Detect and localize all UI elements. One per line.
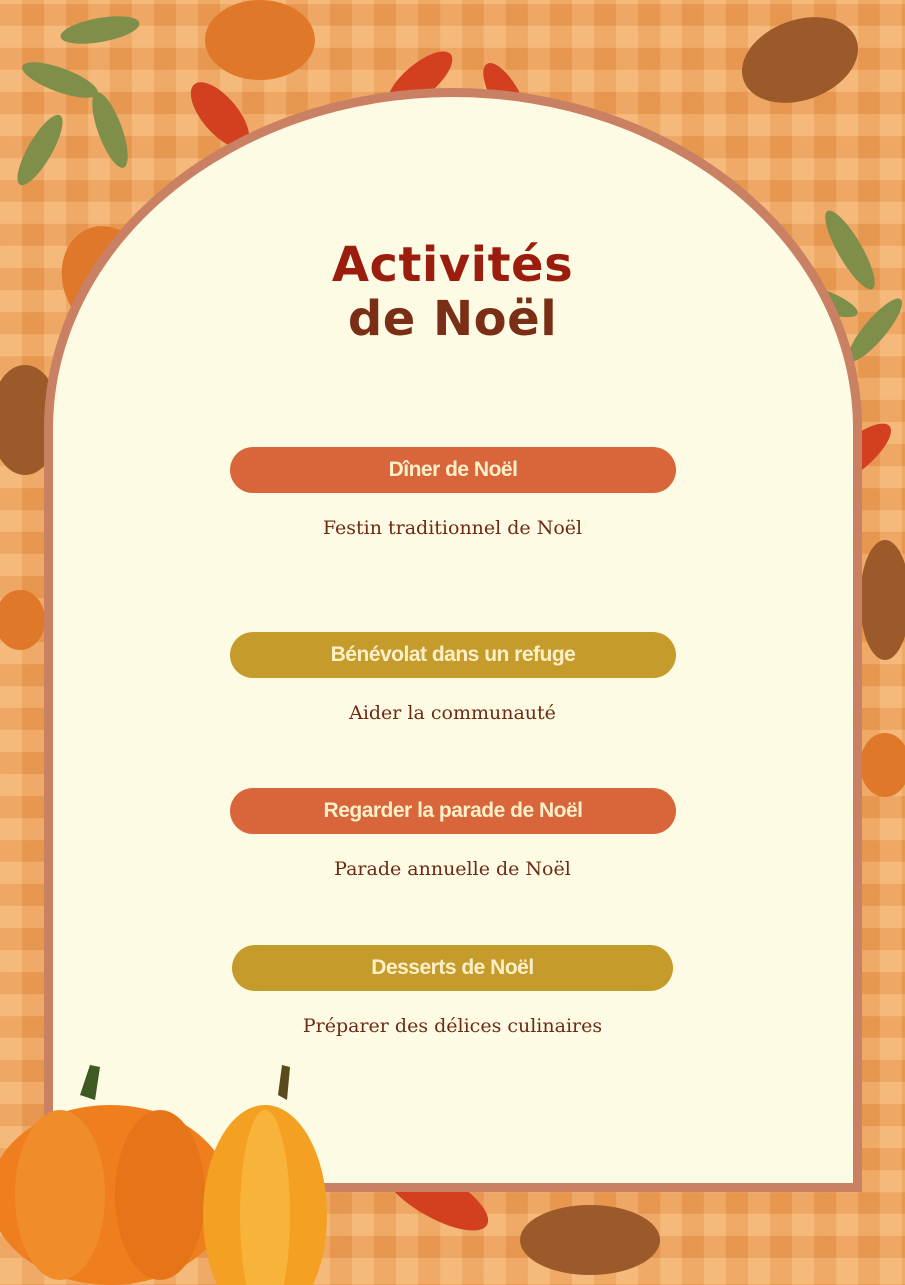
activity-description-benevolat: Aider la communauté — [349, 702, 556, 724]
activity-description-diner: Festin traditionnel de Noël — [322, 517, 583, 539]
title-line-2: de Noël — [347, 291, 558, 347]
activity-label-desserts: Desserts de Noël — [232, 945, 673, 991]
activity-description-desserts: Préparer des délices culinaires — [302, 1015, 603, 1037]
title-line-1: Activités — [331, 237, 574, 293]
pumpkins-illustration — [0, 1055, 340, 1285]
activity-label-parade: Regarder la parade de Noël — [230, 788, 676, 834]
activity-label-diner: Dîner de Noël — [230, 447, 676, 493]
activity-label-benevolat: Bénévolat dans un refuge — [230, 632, 676, 678]
activity-description-parade: Parade annuelle de Noël — [334, 858, 571, 880]
